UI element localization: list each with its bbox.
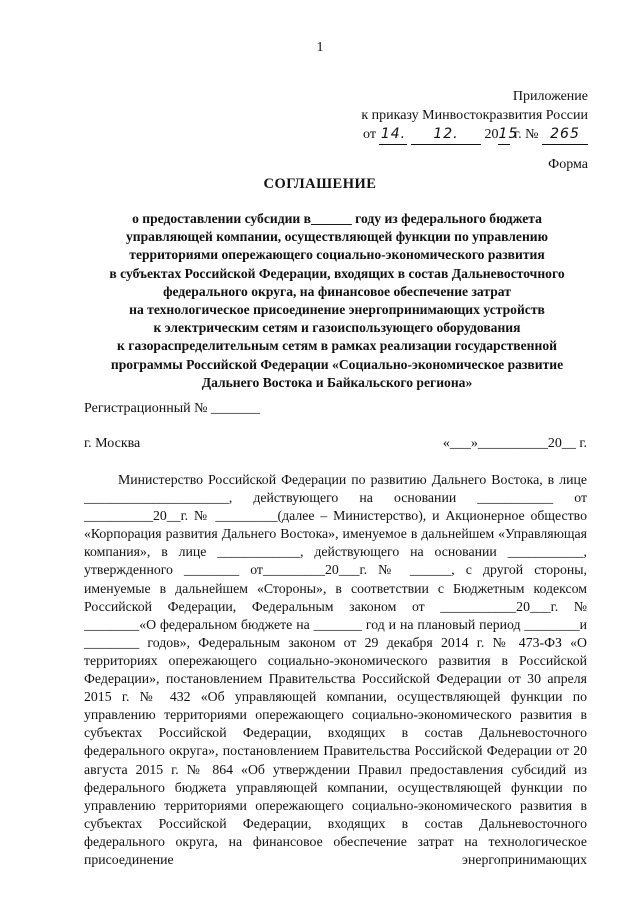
subject-line: федерального округа, на финансовое обеспечение затрат xyxy=(163,283,511,299)
subject-line: к электрическим сетям и газоиспользующего оборудования xyxy=(153,320,521,336)
city: г. Москва xyxy=(84,436,141,451)
order-month: 12. xyxy=(411,125,481,145)
subject-line: управляющей компании, осуществляющей функции по управлению xyxy=(125,229,549,245)
agreement-body xyxy=(84,471,587,869)
order-year-tail: г. № xyxy=(513,127,539,142)
body-paragraph: Министерство Российской Федерации по развитию Дальнего Востока, в лице _____________________, действующего на основании ___________ от __________20__г. № _________(далее – Министерство), и Акционерное общество «Корпорация развития Дальнего Востока», именуемое в дальнейшем «Управляющая компания», в лице ____________, действующего на основании ___________, утвержденного ________ от_________20___г. № ______, с другой стороны, именуемые в дальнейшем «Стороны», в соответствии с Бюджетным кодексом Российской Федерации, Федеральным законом от ___________20___г. № ________«О федеральном бюджете на _______ год и на плановый период ________и ________ годов», Федеральным законом от 29 декабря 2014 г. № 473-ФЗ «О территориях опережающего социально-экономического развития в Российской Федерации», постановлением Правительства Российской Федерации от 30 апреля 2015 г. № 432 «Об управляющей компании, осуществляющей функции по управлению территориями опережающего социально-экономического развития в субъектах Российской Федерации, входящих в состав Дальневосточного федерального округа», постановлением Правительства Российской Федерации от 20 августа 2015 г. № 864 «Об утверждении Правил предоставления субсидий из федерального бюджета управляющей компании, осуществляющей функции по управлению территориями опережающего социально-экономического развития в субъектах Российской Федерации, входящих в состав Дальневосточного федерального округа, на финансовое обеспечение затрат на технологическое присоединение энергопринимающих xyxy=(84,472,587,867)
subject-line: программы Российской Федерации «Социально-экономическое развитие xyxy=(110,356,564,372)
order-year-suffix: 15 xyxy=(498,125,510,145)
subject-line: к газораспределительным сетям в рамках реализации государственной xyxy=(117,338,557,354)
subject-line: Дальнего Востока и Байкальского региона» xyxy=(201,374,473,390)
agreement-subject xyxy=(82,210,592,392)
subject-line: в субъектах Российской Федерации, входящих в состав Дальневосточного xyxy=(109,265,565,281)
agreement-date: «___»__________20__ г. xyxy=(442,436,587,451)
registration-number: Регистрационный № _______ xyxy=(84,401,260,416)
page-number: 1 xyxy=(316,40,324,55)
subject-line: территориями опережающего социально-экономического развития xyxy=(129,247,545,263)
order-from-label: от xyxy=(363,127,376,142)
order-day: 14. xyxy=(379,125,407,145)
appendix-line-2: к приказу Минвостокразвития России xyxy=(361,108,588,123)
order-year-prefix: 20 xyxy=(484,127,499,142)
form-label: Форма xyxy=(548,157,588,172)
document-title: СОГЛАШЕНИЕ xyxy=(263,176,377,192)
place-date-line xyxy=(84,436,587,452)
order-number: 265 xyxy=(542,125,588,145)
appendix-header xyxy=(361,87,588,145)
appendix-line-1: Приложение xyxy=(512,89,588,104)
appendix-order-line xyxy=(361,125,588,145)
subject-line: на технологическое присоединение энергопринимающих устройств xyxy=(129,302,545,318)
subject-line: о предоставлении субсидии в______ году из федерального бюджета xyxy=(132,211,542,226)
